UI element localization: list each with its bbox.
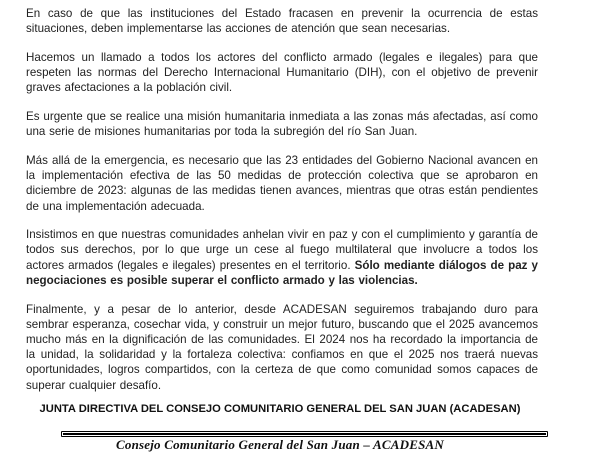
footer-organization-name: Consejo Comunitario General del San Juan – ACADESAN xyxy=(116,437,444,452)
paragraph-state-institutions: En caso de que las instituciones del Estado fracasen en prevenir la ocurrencia de estas situaciones, deben implementarse las acciones de atención que sean necesarias. xyxy=(26,7,538,36)
signature-line: JUNTA DIRECTIVA DEL CONSEJO COMUNITARIO GENERAL DEL SAN JUAN (ACADESAN) xyxy=(39,403,521,415)
paragraph-peace-text: Insistimos en que nuestras comunidades anhelan vivir en paz y con el cumplimiento y garantía de todos sus derechos, por lo que urge un cese al fuego multilateral que involucre a todos los actores armados (legales e ilegales) presentes en el territorio. xyxy=(26,228,538,272)
paragraph-protection-measures: Más allá de la emergencia, es necesario que las 23 entidades del Gobierno Nacional avancen en la implementación efectiva de las 50 medidas de protección colectiva que se aprobaron en diciembre de 2023: algunas de las medidas tienen avances, mientras que otras están pendientes de una implementación adecuada. xyxy=(26,153,538,213)
paragraph-peace-insistence xyxy=(26,227,538,288)
paragraph-call-to-armed-actors: Hacemos un llamado a todos los actores del conflicto armado (legales e ilegales) para que respeten las normas del Derecho Internacional Humanitario (DIH), con el objetivo de prevenir graves afectaciones a la población civil. xyxy=(26,50,538,95)
paragraph-peace-bold: Sólo mediante diálogos de paz y negociaciones es posible superar el conflicto armado y las violencias. xyxy=(26,258,538,287)
paragraph-closing: Finalmente, y a pesar de lo anterior, desde ACADESAN seguiremos trabajando duro para sembrar esperanza, cosechar vida, y construir un mejor futuro, buscando que el 2025 avancemos mucho más en la dignificación de las comunidades. El 2024 nos ha recordado la importancia de la unidad, la solidaridad y la fortaleza colectiva: confiamos en que el 2025 nos traerá nuevas oportunidades, logros compartidos, con la certeza de que como comunidad somos capaces de superar cualquier desafío. xyxy=(26,302,538,392)
document-body xyxy=(26,6,538,406)
paragraph-humanitarian-mission: Es urgente que se realice una misión humanitaria inmediata a las zonas más afectadas, así como una serie de misiones humanitarias por toda la subregión del río San Juan. xyxy=(26,110,538,139)
